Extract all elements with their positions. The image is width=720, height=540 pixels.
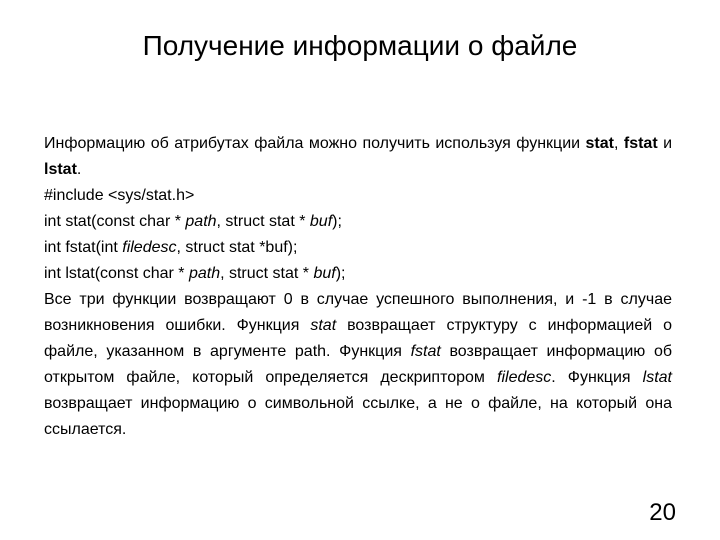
page-number: 20 <box>649 499 676 526</box>
function-fstat: fstat <box>410 343 441 360</box>
slide-title: Получение информации о файле <box>142 30 578 61</box>
param-filedesc: filedesc <box>497 369 552 386</box>
code-text: , struct stat * <box>220 265 314 282</box>
code-text: ); <box>332 213 342 230</box>
intro-end: . <box>76 161 82 178</box>
separator: , <box>613 135 624 152</box>
param-buf: buf <box>313 265 336 282</box>
include-line: #include <sys/stat.h> <box>44 187 195 204</box>
stat-signature <box>44 209 672 235</box>
description-paragraph <box>44 287 672 443</box>
code-text: ); <box>335 265 346 282</box>
code-text: , struct stat *buf); <box>176 239 298 256</box>
description-text: возвращает информацию об открытом файле, который определяется дескриптором <box>44 343 673 386</box>
param-path: path <box>185 213 217 230</box>
description-text: . Функция <box>551 369 643 386</box>
description-text: Все три функции возвращают 0 в случае успешного выполнения, и -1 в случае возникновения ошибки. Функция <box>44 291 672 334</box>
separator: и <box>657 135 673 152</box>
slide-body <box>44 131 672 443</box>
fstat-signature <box>44 235 672 261</box>
param-filedesc: filedesc <box>122 239 177 256</box>
intro-paragraph <box>44 131 672 183</box>
code-text: int lstat(const char * <box>44 265 189 282</box>
function-lstat: lstat <box>642 369 672 386</box>
code-text: int stat(const char * <box>44 213 186 230</box>
description-text: возвращает структуру с информацией о файле, указанном в аргументе path. Функция <box>44 317 672 360</box>
intro-text: Информацию об атрибутах файла можно получить используя функции <box>44 135 586 152</box>
code-text: int fstat(int <box>44 239 123 256</box>
function-lstat: lstat <box>44 161 77 178</box>
function-fstat: fstat <box>623 135 658 152</box>
function-stat: stat <box>310 317 337 334</box>
code-text: , struct stat * <box>216 213 310 230</box>
param-buf: buf <box>309 213 333 230</box>
param-path: path <box>188 265 221 282</box>
lstat-signature <box>44 261 672 287</box>
function-stat: stat <box>585 135 614 152</box>
description-text: возвращает информацию о символьной ссылке, а не о файле, на который она ссылается. <box>44 395 672 438</box>
